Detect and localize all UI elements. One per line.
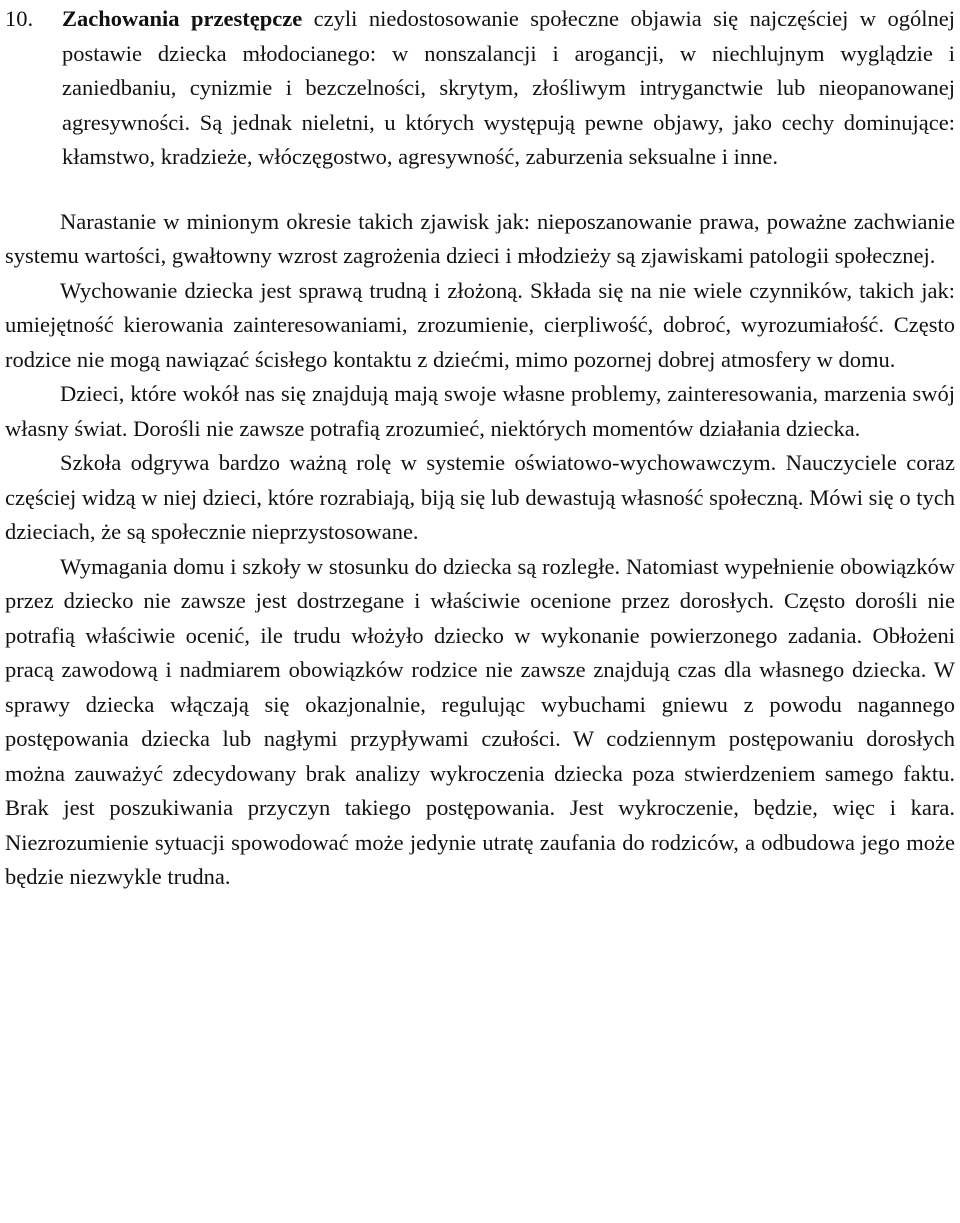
document-page — [5, 2, 955, 895]
item-bold-lead: Zachowania przestępcze — [62, 6, 303, 31]
numbered-item — [5, 2, 955, 175]
paragraph: Narastanie w minionym okresie takich zjawisk jak: nieposzanowanie prawa, poważne zachwianie systemu wartości, gwałtowny wzrost zagrożenia dzieci i młodzieży są zjawiskami patologii społecznej. — [5, 208, 955, 268]
paragraph: Wymagania domu i szkoły w stosunku do dziecka są rozległe. Natomiast wypełnienie obowiązków przez dziecko nie zawsze jest dostrzegane i właściwie ocenione przez dorosłych. Często dorośli nie potrafią właściwie ocenić, ile trudu włożyło dziecko w wykonanie powierzonego zadania. Obłożeni pracą zawodową i nadmiarem obowiązków rodzice nie zawsze znajdują czas dla własnego dziecka. W sprawy dziecka włączają się okazjonalnie, regulując wybuchami gniewu z powodu nagannego postępowania dziecka lub nagłymi przypływami czułości. W codziennym postępowaniu dorosłych można zauważyć zdecydowany brak analizy wykroczenia dziecka poza stwierdzeniem samego faktu. Brak jest poszukiwania przyczyn takiego postępowania. Jest wykroczenie, będzie, więc i kara. Niezrozumienie sytuacji spowodować może jedynie utratę zaufania do rodziców, a odbudowa jego może będzie niezwykle trudna. — [5, 553, 955, 889]
paragraph: Dzieci, które wokół nas się znajdują mają swoje własne problemy, zainteresowania, marzenia swój własny świat. Dorośli nie zawsze potrafią zrozumieć, niektórych momentów działania dziecka. — [5, 381, 955, 441]
paragraph: Szkoła odgrywa bardzo ważną rolę w systemie oświatowo-wychowawczym. Nauczyciele coraz częściej widzą w niej dzieci, które rozrabiają, biją się lub dewastują własność społeczną. Mówi się o tych dzieciach, że są społecznie nieprzystosowane. — [5, 450, 955, 544]
item-number: 10. — [5, 6, 34, 31]
paragraph: Wychowanie dziecka jest sprawą trudną i złożoną. Składa się na nie wiele czynników, takich jak: umiejętność kierowania zainteresowaniami, zrozumienie, cierpliwość, dobroć, wyrozumiałość. Często rodzice nie mogą nawiązać ścisłego kontaktu z dziećmi, mimo pozornej dobrej atmosfery w domu. — [5, 277, 955, 372]
item-text: czyli niedostosowanie społeczne objawia się najczęściej w ogólnej postawie dziecka młodocianego: w nonszalancji i arogancji, w niechlujnym wyglądzie i zaniedbaniu, cynizmie i bezczelności, skrytym, złośliwym intryganctwie lub nieopanowanej agresywności. Są jednak nieletni, u których występują pewne objawy, jako cechy dominujące: kłamstwo, kradzieże, włóczęgostwo, agresywność, zaburzenia seksualne i inne. — [62, 6, 956, 169]
item-paragraph — [62, 2, 955, 175]
